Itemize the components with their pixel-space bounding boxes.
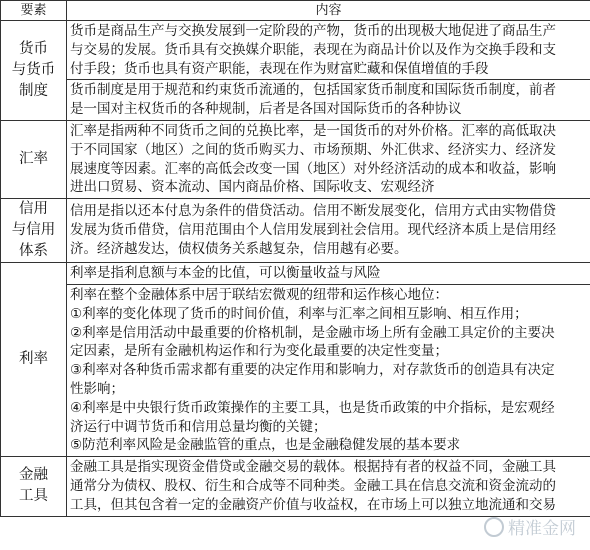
table-row (1, 120, 590, 198)
content-line: 货币是商品生产与交换发展到一定阶段的产物，货币的出现极大地促进了商品生产 (70, 23, 556, 39)
factor-label-line: 与信用 (11, 222, 56, 239)
content-line: 与交易的发展。货币具有交换媒介职能，表现在为商品计价以及作为交换手段和支 (70, 41, 556, 58)
table-row (1, 199, 590, 263)
content-line: 通常分为债权、股权、衍生和合成等不同种类。金融工具在信息交流和资金流动的 (70, 477, 556, 494)
content-line: 济。经济越发达，债权债务关系越复杂，信用越有必要。 (70, 241, 408, 258)
factor-label-line: 工具 (19, 488, 48, 505)
table-row (1, 284, 590, 456)
content-line: 工具，但其包含着一定的金融资产价值与收益权，在市场上可以独立地流通和交易 (70, 496, 556, 513)
row-content (67, 80, 590, 121)
table-row (1, 457, 590, 516)
content-line: 汇率是指两种不同货币之间的兑换比率，是一国货币的对外价格。汇率的高低取决 (70, 122, 556, 139)
content-line: ③利率对各种货币需求都有重要的决定作用和影响力，对存款货币的创造具有决定 (70, 362, 555, 379)
content-line: 定因素，是所有金融机构运作和行为变化最重要的决定性变量； (70, 343, 448, 360)
factor-label-line: 体系 (19, 243, 48, 260)
content-line: 济运行中调节货币和信用总量均衡的关键； (70, 418, 327, 435)
content-line: 付手段；货币也具有资产职能，表现在作为财富贮藏和保值增值的手段 (70, 60, 489, 77)
factor-label-line: 汇率 (19, 151, 48, 168)
content-line: 利率在整个金融体系中居于联结宏微观的纽带和运作核心地位： (70, 286, 448, 303)
table-body (1, 21, 590, 517)
content-line: ①利率的变化体现了货币的时间价值，利率与汇率之间相互影响、相互作用； (70, 305, 528, 322)
content-line: 发展为货币借贷，信用范围由个人信用发展到社会信用。现代经济本质上是信用经 (70, 222, 556, 239)
content-line: ②利率是信用活动中最重要的价格机制，是金融市场上所有金融工具定价的主要决 (70, 324, 555, 341)
content-line: 是一国对主权货币的各种规制，后者是各国对国际货币的各种协议 (70, 101, 462, 118)
row-content (67, 263, 590, 285)
content-line: 展速度等因素。汇率的高低会改变一国（地区）对外经济活动的成本和收益，影响 (70, 160, 556, 177)
row-factor (1, 457, 67, 516)
factor-label-line: 信用 (19, 201, 48, 218)
header-content: 内容 (67, 1, 590, 21)
watermark (484, 514, 576, 539)
content-line: ⑤防范利率风险是金融监管的重点，也是金融稳健发展的基本要求 (70, 437, 461, 454)
table-row (1, 80, 590, 121)
row-content (67, 199, 590, 263)
row-content (67, 457, 590, 516)
factor-label-line: 与货币 (11, 61, 56, 78)
content-line: 于不同国家（地区）之间的货币购买力、市场预期、外汇供求、经济实力、经济发 (70, 141, 556, 158)
content-line: 进出口贸易、资本流动、国内商品价格、国际收支、宏观经济 (70, 179, 435, 196)
factor-label-line: 金融 (19, 467, 48, 484)
table-header-row (1, 1, 590, 21)
factor-label-line: 货币 (19, 40, 48, 57)
row-content (67, 284, 590, 456)
table-row (1, 263, 590, 285)
content-line: 货币制度是用于规范和约束货币流通的，包括国家货币制度和国际货币制度，前者 (70, 82, 556, 99)
row-factor (1, 263, 67, 457)
factor-label-line: 利率 (19, 351, 48, 368)
watermark-logo-icon (484, 517, 504, 537)
row-factor (1, 21, 67, 121)
content-line: 利率是指利息额与本金的比值，可以衡量收益与风险 (70, 265, 381, 282)
table-row (1, 21, 590, 80)
factor-label-line: 制度 (19, 82, 48, 99)
content-line: 性影响； (70, 380, 124, 397)
content-line: 金融工具是指实现资金借贷或金融交易的载体。根据持有者的权益不同，金融工具 (70, 459, 556, 476)
row-content (67, 120, 590, 198)
row-content (67, 21, 590, 80)
row-factor (1, 199, 67, 263)
content-line: 信用是指以还本付息为条件的借贷活动。信用不断发展变化，信用方式由实物借贷 (70, 203, 556, 220)
content-line: ④利率是中央银行货币政策操作的主要工具，也是货币政策的中介指标，是宏观经 (70, 399, 555, 416)
header-factor: 要素 (1, 1, 67, 21)
row-factor (1, 120, 67, 198)
watermark-text: 精准金网 (508, 519, 576, 539)
